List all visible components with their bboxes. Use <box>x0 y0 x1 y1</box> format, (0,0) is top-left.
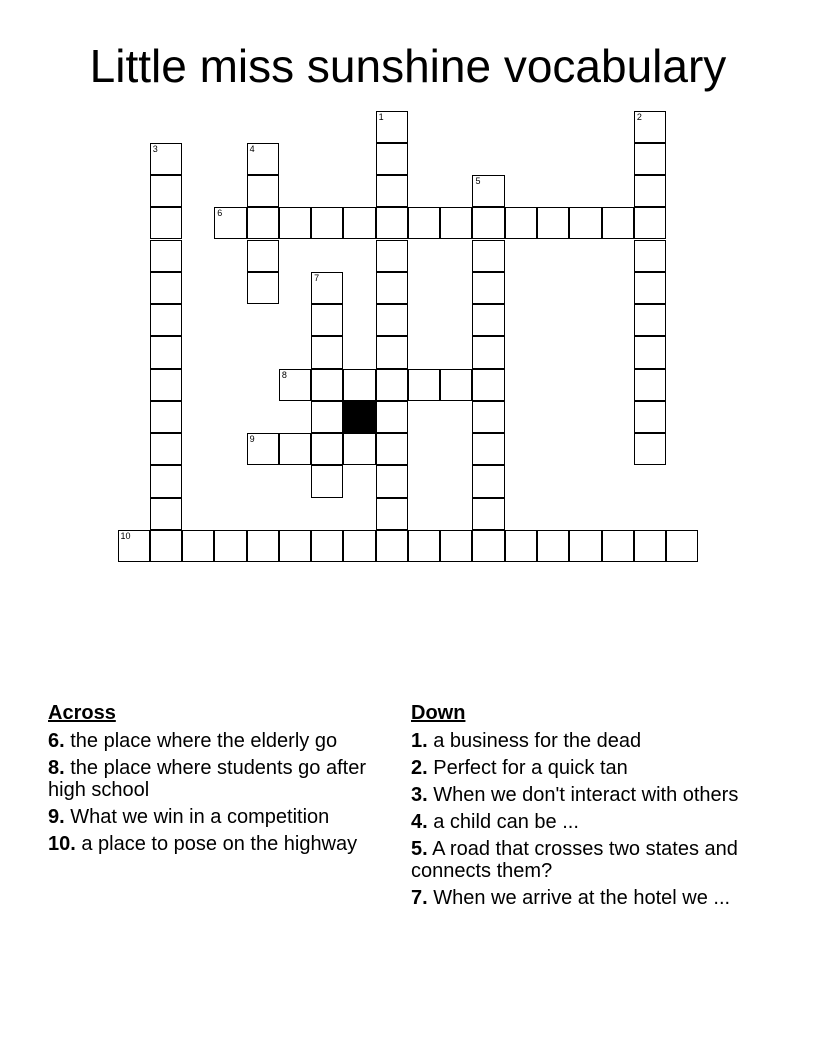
crossword-cell[interactable] <box>376 111 408 143</box>
crossword-cell[interactable] <box>376 465 408 497</box>
clue-number: 3. <box>411 784 428 806</box>
crossword-cell[interactable] <box>247 240 279 272</box>
crossword-cell[interactable] <box>472 498 504 530</box>
crossword-cell[interactable] <box>247 272 279 304</box>
crossword-cell[interactable] <box>505 530 537 562</box>
crossword-cell[interactable] <box>150 304 182 336</box>
crossword-cell[interactable] <box>376 530 408 562</box>
across-clues <box>48 702 388 860</box>
across-heading: Across <box>48 702 116 724</box>
across-clue <box>48 730 388 752</box>
down-clue <box>411 730 741 752</box>
crossword-cell[interactable] <box>311 272 343 304</box>
cell-number: 10 <box>120 531 131 541</box>
crossword-cell[interactable] <box>472 530 504 562</box>
crossword-cell[interactable] <box>150 498 182 530</box>
clue-number: 4. <box>411 811 428 833</box>
crossword-cell[interactable] <box>150 530 182 562</box>
crossword-cell[interactable] <box>376 304 408 336</box>
down-clue <box>411 784 741 806</box>
clue-text: the place where the elderly go <box>70 730 338 752</box>
crossword-cell[interactable] <box>440 369 472 401</box>
crossword-cell[interactable] <box>472 272 504 304</box>
crossword-cell[interactable] <box>376 498 408 530</box>
crossword-cell[interactable] <box>634 175 666 207</box>
crossword-cell[interactable] <box>472 401 504 433</box>
crossword-cell[interactable] <box>440 530 472 562</box>
clue-number: 9. <box>48 806 65 828</box>
crossword-cell[interactable] <box>376 336 408 368</box>
crossword-cell[interactable] <box>311 465 343 497</box>
crossword-cell[interactable] <box>214 530 246 562</box>
crossword-cell[interactable] <box>376 240 408 272</box>
crossword-cell[interactable] <box>376 143 408 175</box>
clue-text: the place where students go after high school <box>48 757 366 801</box>
crossword-cell[interactable] <box>408 207 440 239</box>
crossword-cell[interactable] <box>634 240 666 272</box>
clue-text: a child can be ... <box>433 811 579 833</box>
clue-number: 1. <box>411 730 428 752</box>
crossword-cell[interactable] <box>537 530 569 562</box>
crossword-cell[interactable] <box>247 433 279 465</box>
crossword-cell[interactable] <box>376 433 408 465</box>
crossword-cell[interactable] <box>602 207 634 239</box>
crossword-cell[interactable] <box>376 175 408 207</box>
crossword-cell[interactable] <box>150 369 182 401</box>
crossword-cell[interactable] <box>634 111 666 143</box>
clue-number: 10. <box>48 833 76 855</box>
down-clue <box>411 887 741 909</box>
crossword-cell[interactable] <box>472 465 504 497</box>
crossword-cell[interactable] <box>472 304 504 336</box>
crossword-cell[interactable] <box>343 207 375 239</box>
crossword-cell[interactable] <box>311 401 343 433</box>
down-clues <box>411 702 741 914</box>
clue-text: a place to pose on the highway <box>81 833 358 855</box>
crossword-cell[interactable] <box>408 369 440 401</box>
cell-number: 7 <box>314 272 320 283</box>
crossword-cell[interactable] <box>279 530 311 562</box>
cell-number: 4 <box>249 143 255 154</box>
down-heading: Down <box>411 702 466 724</box>
clue-number: 2. <box>411 757 428 779</box>
across-clue <box>48 757 388 801</box>
crossword-cell[interactable] <box>150 240 182 272</box>
crossword-cell[interactable] <box>376 272 408 304</box>
crossword-cell[interactable] <box>311 530 343 562</box>
clue-text: Perfect for a quick tan <box>433 757 628 779</box>
crossword-cell[interactable] <box>376 369 408 401</box>
crossword-cell[interactable] <box>247 143 279 175</box>
crossword-cell[interactable] <box>505 207 537 239</box>
crossword-cell[interactable] <box>537 207 569 239</box>
down-clue <box>411 838 741 882</box>
crossword-cell[interactable] <box>376 401 408 433</box>
crossword-cell[interactable] <box>182 530 214 562</box>
crossword-cell[interactable] <box>150 272 182 304</box>
crossword-cell[interactable] <box>569 207 601 239</box>
crossword-cell[interactable] <box>343 530 375 562</box>
crossword-cell[interactable] <box>634 530 666 562</box>
crossword-cell[interactable] <box>472 433 504 465</box>
crossword-cell[interactable] <box>472 240 504 272</box>
crossword-cell[interactable] <box>150 336 182 368</box>
crossword-cell[interactable] <box>666 530 698 562</box>
crossword-cell[interactable] <box>472 336 504 368</box>
page-title: Little miss sunshine vocabulary <box>89 40 727 92</box>
crossword-cell[interactable] <box>472 207 504 239</box>
crossword-cell[interactable] <box>602 530 634 562</box>
clue-number: 8. <box>48 757 65 779</box>
crossword-cell[interactable] <box>634 433 666 465</box>
clue-number: 6. <box>48 730 65 752</box>
crossword-cell[interactable] <box>247 207 279 239</box>
crossword-cell[interactable] <box>311 336 343 368</box>
crossword-cell[interactable] <box>634 272 666 304</box>
crossword-cell[interactable] <box>279 433 311 465</box>
crossword-cell[interactable] <box>150 465 182 497</box>
clue-text: When we arrive at the hotel we ... <box>433 887 731 909</box>
crossword-cell[interactable] <box>634 401 666 433</box>
crossword-cell[interactable] <box>311 369 343 401</box>
crossword-cell[interactable] <box>311 207 343 239</box>
cell-number: 1 <box>378 111 384 122</box>
crossword-cell[interactable] <box>311 433 343 465</box>
crossword-cell[interactable] <box>214 207 246 239</box>
cell-number: 8 <box>281 369 287 380</box>
crossword-cell[interactable] <box>150 207 182 239</box>
crossword-cell[interactable] <box>634 304 666 336</box>
down-clue <box>411 757 741 779</box>
crossword-cell[interactable] <box>343 433 375 465</box>
crossword-cell[interactable] <box>150 175 182 207</box>
clue-text: What we win in a competition <box>70 806 330 828</box>
crossword-cell[interactable] <box>408 530 440 562</box>
crossword-cell[interactable] <box>150 433 182 465</box>
down-clue <box>411 811 741 833</box>
across-clue <box>48 806 388 828</box>
cell-number: 6 <box>217 208 223 219</box>
crossword-cell[interactable] <box>634 336 666 368</box>
crossword-cell[interactable] <box>279 369 311 401</box>
crossword-black-cell <box>343 401 375 433</box>
crossword-cell[interactable] <box>569 530 601 562</box>
clue-text: A road that crosses two states and connects them? <box>411 838 738 882</box>
crossword-cell[interactable] <box>150 401 182 433</box>
crossword-cell[interactable] <box>440 207 472 239</box>
clue-number: 7. <box>411 887 428 909</box>
crossword-cell[interactable] <box>247 530 279 562</box>
crossword-cell[interactable] <box>634 143 666 175</box>
across-clue <box>48 833 388 855</box>
cell-number: 2 <box>636 111 642 122</box>
crossword-cell[interactable] <box>472 369 504 401</box>
cell-number: 3 <box>152 143 158 154</box>
cell-number: 5 <box>475 176 481 187</box>
crossword-cell[interactable] <box>247 175 279 207</box>
crossword-cell[interactable] <box>472 175 504 207</box>
crossword-cell[interactable] <box>311 304 343 336</box>
clue-text: a business for the dead <box>433 730 642 752</box>
crossword-cell[interactable] <box>118 530 150 562</box>
clue-number: 5. <box>411 838 428 860</box>
crossword-cell[interactable] <box>279 207 311 239</box>
crossword-cell[interactable] <box>634 369 666 401</box>
cell-number: 9 <box>249 434 255 445</box>
crossword-cell[interactable] <box>376 207 408 239</box>
crossword-cell[interactable] <box>634 207 666 239</box>
crossword-cell[interactable] <box>150 143 182 175</box>
crossword-cell[interactable] <box>343 369 375 401</box>
clue-text: When we don't interact with others <box>433 784 739 806</box>
